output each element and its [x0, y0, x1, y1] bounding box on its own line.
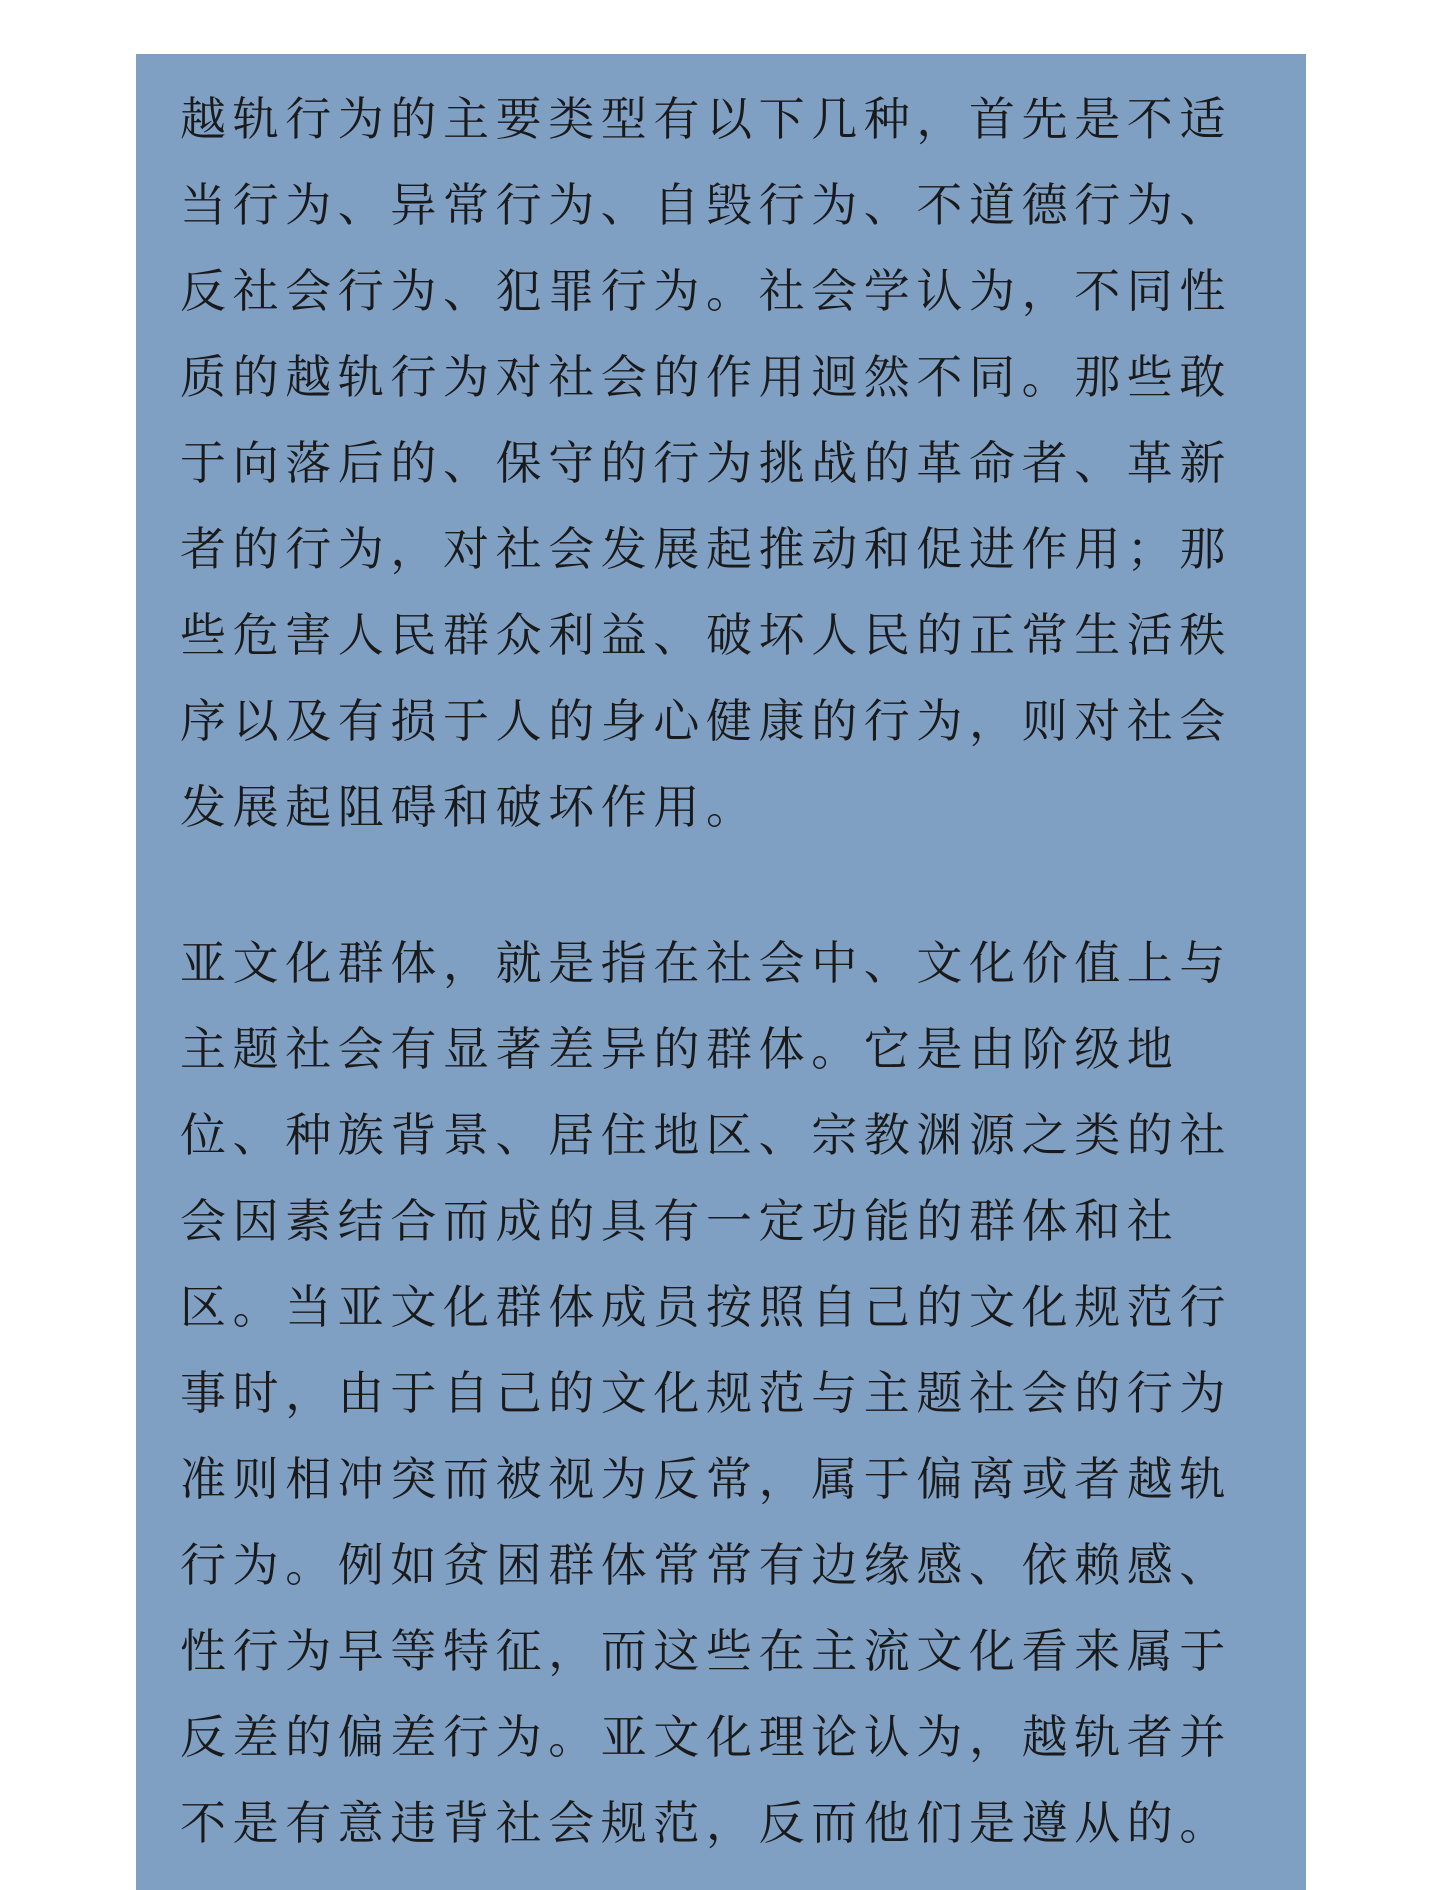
text-line: 序以及有损于人的身心健康的行为，则对社会 [180, 694, 1232, 748]
text-line: 反社会行为、犯罪行为。社会学认为，不同性 [180, 264, 1232, 318]
text-line: 于向落后的、保守的行为挑战的革命者、革新 [180, 436, 1232, 490]
text-line: 会因素结合而成的具有一定功能的群体和社 [180, 1194, 1180, 1248]
text-line: 些危害人民群众利益、破坏人民的正常生活秩 [180, 608, 1232, 662]
text-line: 主题社会有显著差异的群体。它是由阶级地 [180, 1022, 1180, 1076]
text-line: 亚文化群体，就是指在社会中、文化价值上与 [180, 936, 1232, 990]
text-line: 质的越轨行为对社会的作用迥然不同。那些敢 [180, 350, 1232, 404]
text-line: 反差的偏差行为。亚文化理论认为，越轨者并 [180, 1710, 1232, 1764]
text-line: 区。当亚文化群体成员按照自己的文化规范行 [180, 1280, 1232, 1334]
text-line: 越轨行为的主要类型有以下几种，首先是不适 [180, 92, 1232, 146]
text-line: 性行为早等特征，而这些在主流文化看来属于 [180, 1624, 1232, 1678]
text-line: 位、种族背景、居住地区、宗教渊源之类的社 [180, 1108, 1232, 1162]
text-line: 不是有意违背社会规范，反而他们是遵从的。 [180, 1796, 1232, 1850]
text-line: 发展起阻碍和破坏作用。 [180, 780, 759, 834]
text-line: 准则相冲突而被视为反常，属于偏离或者越轨 [180, 1452, 1232, 1506]
text-line: 事时，由于自己的文化规范与主题社会的行为 [180, 1366, 1232, 1420]
text-line: 当行为、异常行为、自毁行为、不道德行为、 [180, 178, 1232, 232]
text-line: 行为。例如贫困群体常常有边缘感、依赖感、 [180, 1538, 1232, 1592]
text-line: 者的行为，对社会发展起推动和促进作用；那 [180, 522, 1232, 576]
paragraph-deviant-behavior-types [180, 76, 1280, 850]
paragraph-subculture-groups [180, 920, 1280, 1866]
